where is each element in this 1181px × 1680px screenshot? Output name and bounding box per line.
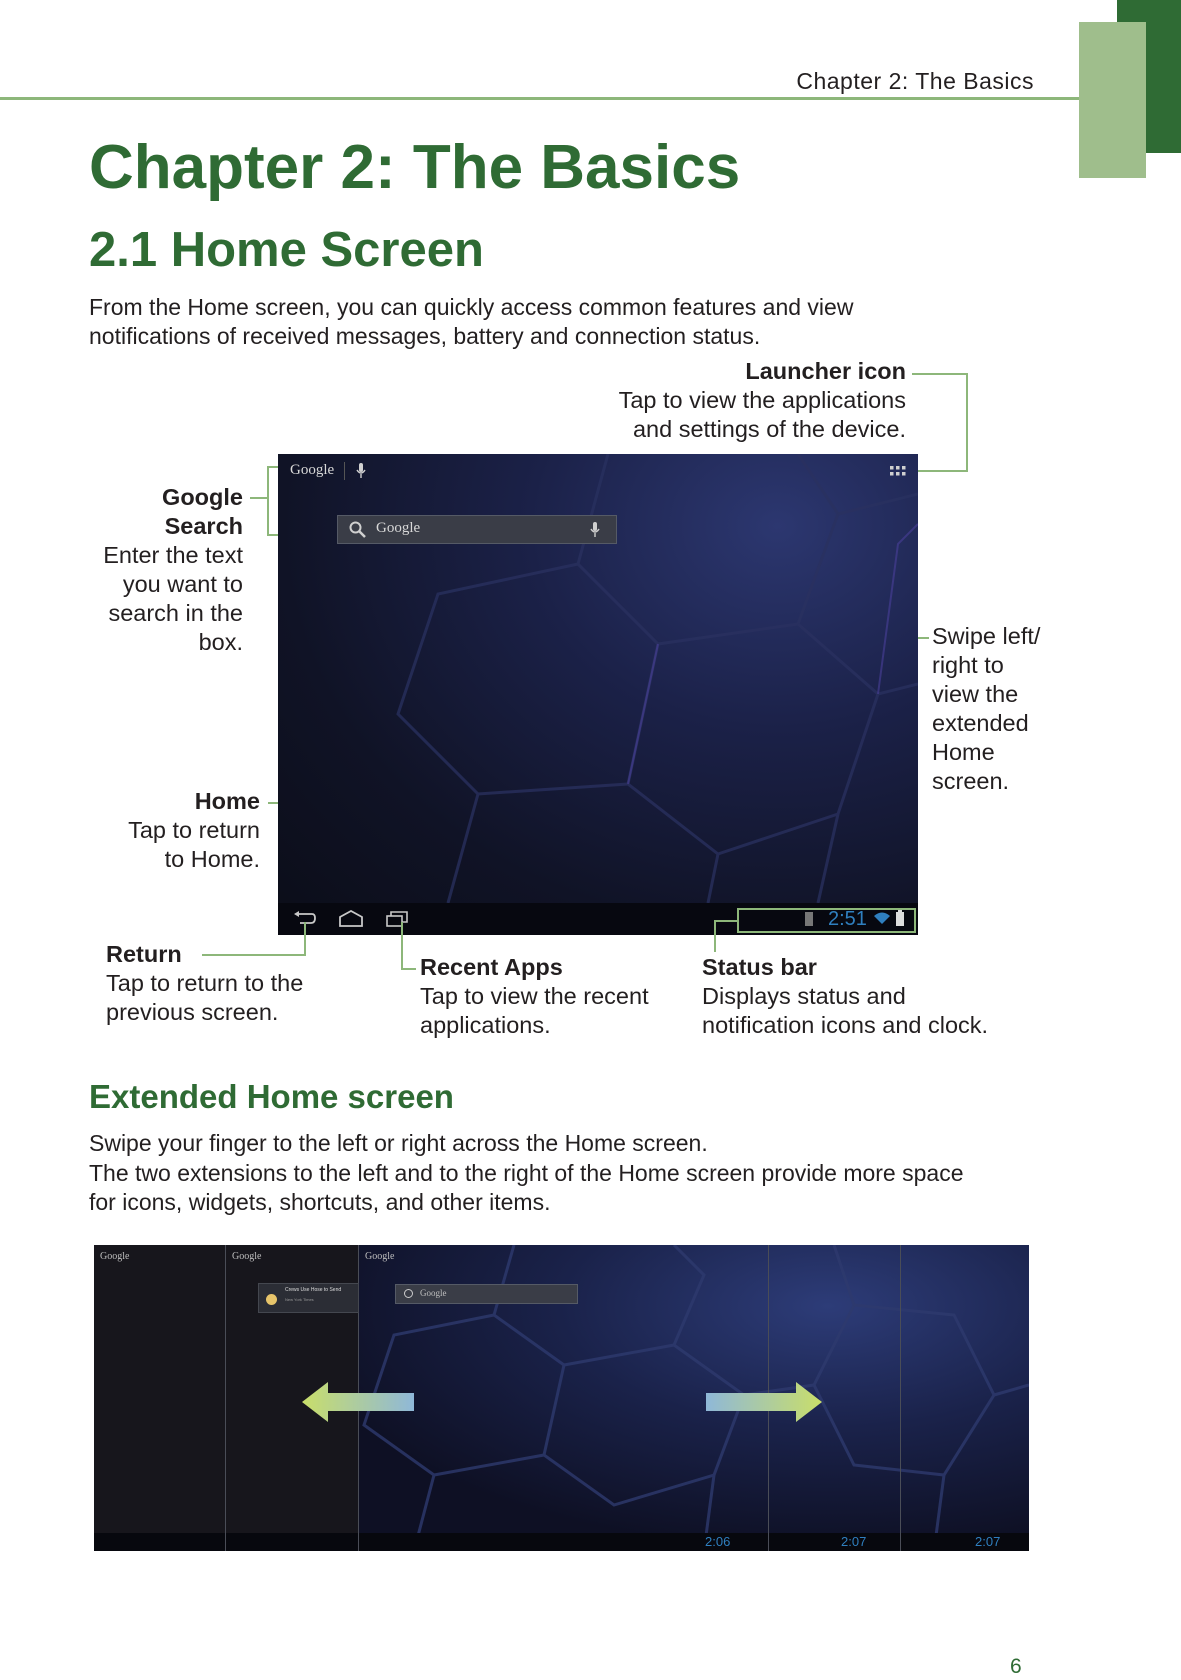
leader-line (714, 920, 738, 922)
weather-icon (266, 1294, 277, 1305)
panel-nav-bar (359, 1533, 768, 1551)
divider (344, 462, 345, 480)
search-widget[interactable] (337, 515, 617, 544)
callout-line: you want to (122, 571, 243, 597)
header-rule (0, 97, 1079, 100)
callout-title: Return (106, 941, 182, 967)
callout-line: notification icons and clock. (702, 1012, 989, 1038)
tablet-home-screenshot (278, 454, 918, 935)
body-line: Swipe your finger to the left or right across the Home screen. (89, 1130, 708, 1156)
arrow-right-icon (706, 1382, 822, 1422)
home-panel-far-left (94, 1245, 226, 1551)
intro-line: notifications of received messages, battery and connection status. (89, 323, 761, 349)
leader-line (202, 954, 306, 956)
widget-source: New York Times (285, 1297, 314, 1302)
chapter-title: Chapter 2: The Basics (89, 133, 741, 202)
callout-line: and settings of the device. (632, 416, 906, 442)
recent-apps-icon[interactable] (386, 911, 408, 927)
chapter-tab-light (1079, 22, 1146, 178)
mic-icon[interactable] (590, 522, 600, 538)
home-icon[interactable] (339, 910, 363, 927)
leader-line (401, 968, 416, 970)
callout-recent-apps (420, 953, 680, 1040)
callout-title: Status bar (702, 954, 817, 980)
leader-line (914, 470, 968, 472)
callout-line: extended (932, 710, 1029, 736)
callout-launcher (560, 357, 906, 444)
subsection-title: Extended Home screen (89, 1078, 454, 1115)
callout-line: screen. (932, 768, 1010, 794)
home-panel-far-right (901, 1245, 1029, 1551)
search-widget (395, 1284, 578, 1304)
arrow-left-icon (302, 1382, 414, 1422)
callout-swipe (932, 622, 1062, 796)
panel-nav-bar (94, 1533, 225, 1551)
callout-google-search (80, 483, 243, 657)
callout-line: Displays status and (702, 983, 906, 1009)
mic-icon[interactable] (356, 463, 366, 479)
callout-title: Search (164, 513, 243, 539)
search-placeholder: Google (420, 1288, 447, 1298)
callout-line: Tap to view the applications (618, 387, 906, 413)
callout-title: Recent Apps (420, 954, 563, 980)
page-number: 6 (1010, 1655, 1022, 1678)
callout-line: Tap to return (128, 817, 260, 843)
panel-nav-bar (769, 1533, 900, 1551)
extended-home-screenshot (94, 1245, 1029, 1551)
search-icon (349, 521, 366, 538)
status-clock: 2:07 (841, 1534, 867, 1549)
status-clock: 2:51 (828, 908, 867, 930)
leader-line (912, 373, 968, 375)
section-title: 2.1 Home Screen (89, 223, 484, 277)
callout-line: Tap to return to the (106, 970, 304, 996)
callout-line: applications. (420, 1012, 551, 1038)
callout-home (100, 787, 260, 874)
news-widget (258, 1283, 359, 1313)
google-label[interactable]: Google (290, 462, 335, 478)
callout-status-bar (702, 953, 1032, 1040)
intro-line: From the Home screen, you can quickly access common features and view (89, 294, 854, 320)
callout-line: Home (932, 739, 995, 765)
body-line: for icons, widgets, shortcuts, and other items. (89, 1189, 551, 1215)
callout-line: to Home. (164, 846, 260, 872)
status-clock: 2:06 (705, 1534, 731, 1549)
callout-line: Enter the text (103, 542, 243, 568)
callout-line: box. (198, 629, 243, 655)
callout-title: Launcher icon (745, 358, 906, 384)
launcher-grid-icon[interactable] (890, 466, 906, 478)
callout-line: view the (932, 681, 1019, 707)
callout-line: Tap to view the recent (420, 983, 649, 1009)
status-bar-highlight (737, 908, 916, 933)
leader-line (267, 466, 269, 536)
extended-paragraph (89, 1129, 1079, 1218)
intro-paragraph (89, 293, 989, 351)
callout-line: right to (932, 652, 1004, 678)
callout-line: search in the (108, 600, 243, 626)
google-label: Google (365, 1251, 395, 1262)
google-label: Google (100, 1251, 130, 1262)
leader-line (304, 922, 306, 956)
search-placeholder: Google (376, 520, 421, 536)
search-icon (404, 1289, 413, 1298)
callout-title: Google (162, 484, 243, 510)
leader-line (401, 922, 403, 970)
panel-nav-bar (226, 1533, 358, 1551)
running-head: Chapter 2: The Basics (796, 68, 1034, 94)
leader-line (966, 373, 968, 472)
status-clock: 2:07 (975, 1534, 1001, 1549)
leader-line (714, 920, 716, 952)
leader-line (250, 497, 268, 499)
panel-nav-bar (901, 1533, 1029, 1551)
callout-title: Home (194, 788, 260, 814)
google-label: Google (232, 1251, 262, 1262)
callout-line: Swipe left/ (932, 623, 1041, 649)
body-line: The two extensions to the left and to the right of the Home screen provide more space (89, 1159, 964, 1186)
callout-line: previous screen. (106, 999, 279, 1025)
widget-title: Crews Use Hose to Send (285, 1287, 342, 1293)
